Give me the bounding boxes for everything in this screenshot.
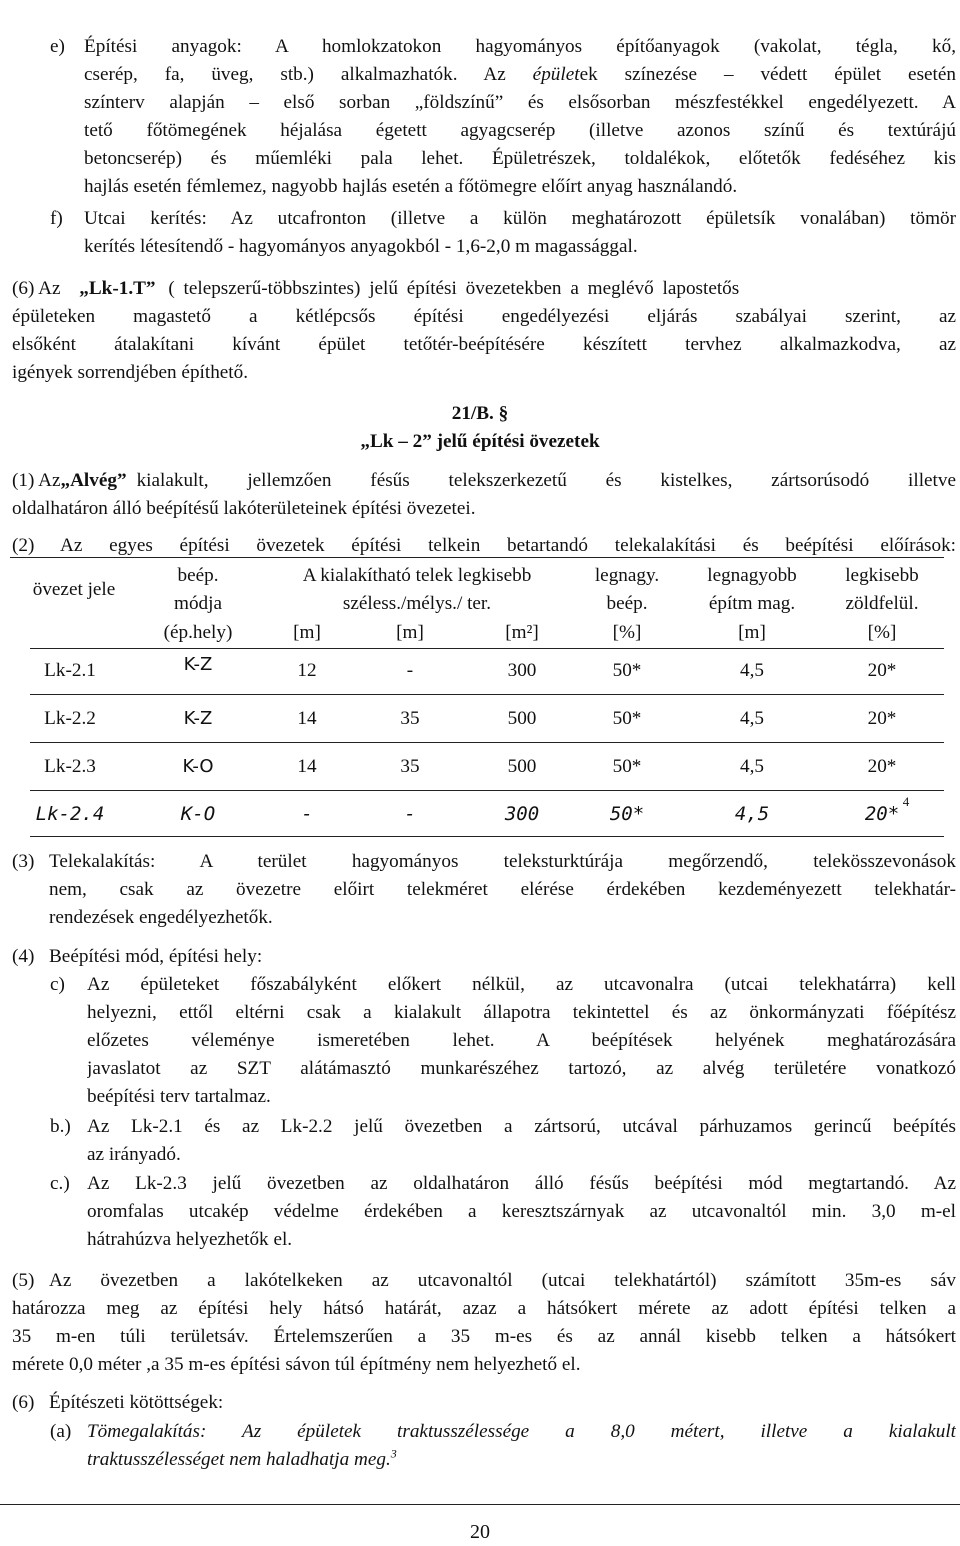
text-line: helyezni, ettől eltérni csak a kialakult állapotra tekintettel és az önkormányzati főépítész xyxy=(87,1002,956,1023)
cell-depth: 35 xyxy=(400,708,420,729)
cell-built: 50* xyxy=(612,708,642,729)
cell-area: 300 xyxy=(504,803,540,825)
text-line: Az épületeket főszabályként előkert nélkül, az utcavonalra (utcai telekhatárra) kell xyxy=(87,974,956,995)
section-e-label: e) xyxy=(50,36,65,57)
header-height-3: [m] xyxy=(738,622,766,643)
cell-depth: 35 xyxy=(400,756,420,777)
text-line: oldalhatáron álló beépítésű lakóterületeinek építési övezetei. xyxy=(12,498,476,519)
text-line: hajlás esetén fémlemez, nagyobb hajlás esetén a főtömegre előírt anyag használandó. xyxy=(84,176,738,197)
text-line: oromfalas utcakép védelme érdekében a keresztszárnyak az utcavonaltól min. 3,0 m-el xyxy=(87,1201,956,1222)
cell-mode: K-Z xyxy=(183,708,213,729)
para-label: (4) xyxy=(12,946,35,967)
text-line: elsőként átalakítani kívánt épület tetőtér-beépítésére készített tervhez alkalmazkodva, az xyxy=(12,334,956,355)
item-label: (a) xyxy=(50,1421,72,1442)
header-built-3: [%] xyxy=(612,622,642,643)
text-line: tető főtömegének héjalása égetett agyagcserép (illetve azonos színű és textúrájú xyxy=(84,120,956,141)
cell-width: 14 xyxy=(297,708,317,729)
page-number: 20 xyxy=(470,1521,490,1543)
para-label: (6) xyxy=(12,1392,35,1413)
cell-depth: - xyxy=(404,803,416,825)
cell-green: 20* xyxy=(867,660,897,681)
cell-zone: Lk-2.1 xyxy=(44,660,96,681)
header-height-1: legnagyobb xyxy=(707,565,797,586)
cell-green: 20* xyxy=(864,803,900,825)
text-line: beépítési terv tartalmaz. xyxy=(87,1086,271,1107)
header-lot-unit-depth: [m] xyxy=(396,622,424,643)
text-line: 35 m-en túli területsáv. Értelemszerűen a 35 m-es és az annál kisebb telken a hátsókert xyxy=(12,1326,956,1347)
header-lot-2: széless./mélys./ ter. xyxy=(342,593,492,614)
cell-mode: K-O xyxy=(180,803,216,825)
cell-area: 500 xyxy=(507,708,537,729)
text-line: rendezések engedélyezhetők. xyxy=(49,907,273,928)
cell-built: 50* xyxy=(612,660,642,681)
header-built-2: beép. xyxy=(606,593,648,614)
section-f-label: f) xyxy=(50,208,63,229)
text-line: Építési anyagok: A homlokzatokon hagyományos építőanyagok (vakolat, tégla, kő, xyxy=(84,36,956,57)
cell-height: 4,5 xyxy=(734,803,770,825)
text-line: Tömegalakítás: Az épületek traktusszélessége a 8,0 métert, illetve a kialakult xyxy=(87,1421,956,1442)
text-fragment: Az övezetben a lakótelkeken az utcavonaltól (utcai telekhatártól) számított 35m-es sáv xyxy=(49,1270,956,1291)
cell-mode: K-Z xyxy=(183,654,213,675)
cell-width: 12 xyxy=(297,660,317,681)
footer-rule xyxy=(0,1504,960,1505)
text-line xyxy=(12,275,956,303)
paragraph-2-intro xyxy=(12,532,956,560)
cell-green: 20* xyxy=(867,756,897,777)
paragraph-1 xyxy=(12,467,956,523)
table-rule xyxy=(30,742,944,743)
text-line: mérete 0,0 méter ,a 35 m-es építési sávon túl építmény nem helyezhető el. xyxy=(12,1354,581,1375)
cell-zone: Lk-2.3 xyxy=(44,756,96,777)
text-line: betoncserép) és műemléki pala lehet. Épületrészek, toldalékok, előtetők fedéséhez kis xyxy=(84,148,956,169)
text-line: igények sorrendjében építhető. xyxy=(12,362,249,383)
cell-height: 4,5 xyxy=(740,756,764,777)
para-label: (3) xyxy=(12,851,35,872)
item-label: b.) xyxy=(50,1116,71,1137)
cell-width: - xyxy=(301,803,313,825)
cell-zone: Lk-2.2 xyxy=(44,708,96,729)
para-label: (1) Az xyxy=(12,470,61,491)
cell-width: 14 xyxy=(297,756,317,777)
header-built-1: legnagy. xyxy=(594,565,660,586)
text-line: határozza meg az építési hely hátsó határát, azaz a hátsókert mérete az adott építési telken a xyxy=(12,1298,956,1319)
text-line xyxy=(12,1267,956,1295)
cell-green: 20* xyxy=(867,708,897,729)
district-name: „Alvég” xyxy=(60,470,127,491)
text-line: cserép, fa, üveg, stb.) alkalmazhatók. Az épületek színezése – védett épület esetén xyxy=(84,64,956,85)
text-line: Az Lk-2.3 jelű övezetben az oldalhatáron álló fésűs beépítési mód megtartandó. Az xyxy=(87,1173,956,1194)
cell-depth: - xyxy=(406,660,414,681)
emphasis-text: épület xyxy=(532,64,580,85)
footnote-marker: 3 xyxy=(390,1446,397,1461)
header-mode-2: módja xyxy=(174,593,222,614)
text-line: színterv alapján – első sorban „földszínű” és elsősorban mészfestékkel engedélyezett. A xyxy=(84,92,956,113)
header-mode-3: (ép.hely) xyxy=(163,622,233,643)
text-line: nem, csak az övezetre előirt telekméret elérése érdekében kezdeményezett telekhatár- xyxy=(49,879,956,900)
text-line xyxy=(87,1446,956,1474)
header-height-2: építm mag. xyxy=(708,593,796,614)
table-rule xyxy=(30,694,944,695)
footnote-marker: 4 xyxy=(902,794,910,809)
text-fragment: ( telepszerű-többszintes) jelű építési övezetekben a meglévő lapostetős xyxy=(168,278,740,299)
para-label: (6) Az xyxy=(12,278,61,299)
cell-zone: Lk-2.4 xyxy=(35,803,105,825)
zone-code: „Lk-1.T” xyxy=(79,278,156,299)
cell-built: 50* xyxy=(609,803,645,825)
text-line: kerítés létesítendő - hagyományos anyagokból - 1,6-2,0 m magassággal. xyxy=(84,236,638,257)
header-zone: övezet jele xyxy=(32,579,116,600)
text-line: javaslatot az SZT alátámasztó munkarészéhez tartozó, az alvég területére vonatkozó xyxy=(87,1058,956,1079)
para-title: Építészeti kötöttségek: xyxy=(49,1392,224,1413)
header-green-3: [%] xyxy=(867,622,897,643)
cell-area: 300 xyxy=(507,660,537,681)
item-label: c) xyxy=(50,974,65,995)
text-line xyxy=(12,467,956,495)
header-mode-1: beép. xyxy=(177,565,219,586)
cell-mode: K-O xyxy=(182,756,214,777)
header-green-2: zöldfelül. xyxy=(845,593,919,614)
text-line: épületeken magastető a kétlépcsős építési engedélyezési eljárás szabályai szerint, az xyxy=(12,306,956,327)
table-rule xyxy=(10,557,944,558)
text-line: (2) Az egyes építési övezetek építési telkein betartandó telekalakítási és beépítési előírások: xyxy=(12,535,956,556)
text-fragment: kialakult, jellemzően fésűs telekszerkezetű és kistelkes, zártsorúsodó illetve xyxy=(136,470,956,491)
text-line: az irányadó. xyxy=(87,1144,181,1165)
table-rule xyxy=(30,648,944,649)
cell-area: 500 xyxy=(507,756,537,777)
section-title: „Lk – 2” jelű építési övezetek xyxy=(360,431,600,452)
header-lot-unit-width: [m] xyxy=(293,622,321,643)
header-lot-unit-area: [m²] xyxy=(505,622,539,643)
cell-height: 4,5 xyxy=(740,708,764,729)
text-fragment: traktusszélességet nem haladhatja meg. xyxy=(87,1449,391,1470)
table-rule xyxy=(30,790,944,791)
cell-height: 4,5 xyxy=(740,660,764,681)
para-title: Beépítési mód, építési hely: xyxy=(49,946,263,967)
para-label: (5) xyxy=(12,1270,35,1291)
text-line: Utcai kerítés: Az utcafronton (illetve a külön meghatározott épületsík vonalában) tömör xyxy=(84,208,956,229)
section-number: 21/B. § xyxy=(451,403,509,424)
header-green-1: legkisebb xyxy=(845,565,919,586)
item-label: c.) xyxy=(50,1173,70,1194)
text-line: Telekalakítás: A terület hagyományos teleksturktúrája megőrzendő, telekösszevonások xyxy=(49,851,956,872)
text-line: előzetes véleménye ismeretében lehet. A beépítések helyének meghatározására xyxy=(87,1030,956,1051)
cell-built: 50* xyxy=(612,756,642,777)
text-line: Az Lk-2.1 és az Lk-2.2 jelű övezetben a zártsorú, utcával párhuzamos gerincű beépítés xyxy=(87,1116,956,1137)
table-rule xyxy=(30,836,944,837)
text-line: hátrahúzva helyezhetők el. xyxy=(87,1229,293,1250)
header-lot-1: A kialakítható telek legkisebb xyxy=(302,565,532,586)
